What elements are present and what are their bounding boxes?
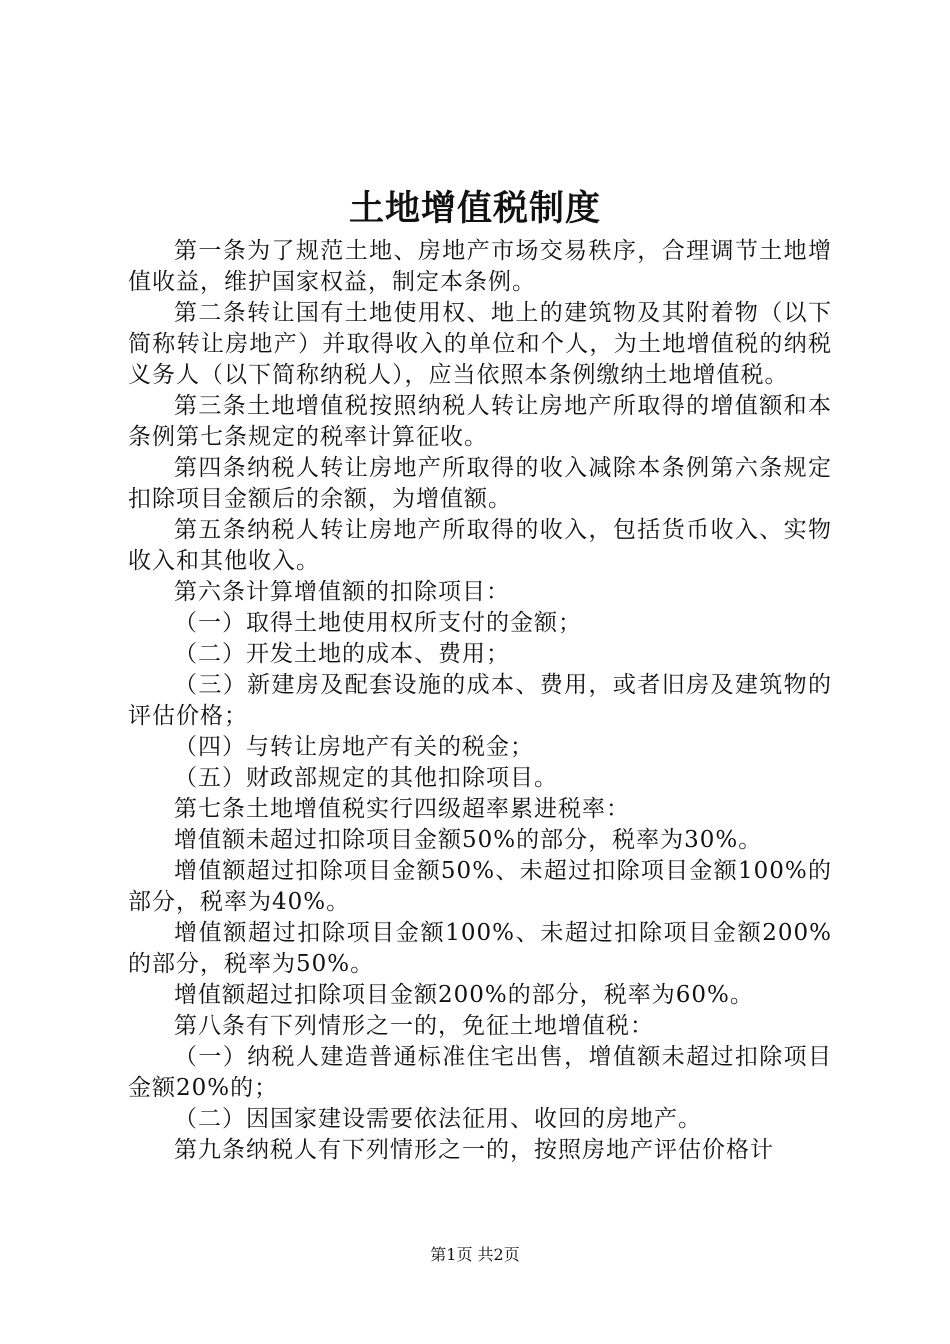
page-number-footer: 第1页 共2页	[430, 1245, 520, 1264]
tax-rate-tier-4: 增值额超过扣除项目金额200%的部分，税率为60%。	[174, 982, 754, 1008]
tax-rate-tier-3: 增值额超过扣除项目金额100%、未超过扣除项目金额200%的部分，税率为50%。	[128, 920, 832, 977]
tax-rate-tier-2: 增值额超过扣除项目金额50%、未超过扣除项目金额100%的部分，税率为40%。	[128, 858, 832, 915]
paragraph-article-7: 第七条土地增值税实行四级超率累进税率：	[174, 796, 630, 822]
document-body	[128, 236, 832, 1166]
paragraph-article-6: 第六条计算增值额的扣除项目：	[174, 579, 510, 605]
paragraph-article-9: 第九条纳税人有下列情形之一的，按照房地产评估价格计	[174, 1137, 774, 1163]
document-title: 土地增值税制度	[348, 188, 601, 229]
list-item-deduction-3: （三）新建房及配套设施的成本、费用，或者旧房及建筑物的评估价格；	[128, 672, 832, 729]
list-item-exemption-1: （一）纳税人建造普通标准住宅出售，增值额未超过扣除项目金额20%的；	[128, 1044, 832, 1101]
paragraph-article-5: 第五条纳税人转让房地产所取得的收入，包括货币收入、实物收入和其他收入。	[128, 517, 832, 574]
tax-rate-tier-1: 增值额未超过扣除项目金额50%的部分，税率为30%。	[174, 827, 763, 853]
list-item-deduction-5: （五）财政部规定的其他扣除项目。	[174, 765, 558, 791]
paragraph-article-4: 第四条纳税人转让房地产所取得的收入减除本条例第六条规定扣除项目金额后的余额，为增值额。	[128, 455, 832, 512]
paragraph-article-2: 第二条转让国有土地使用权、地上的建筑物及其附着物（以下简称转让房地产）并取得收入的单位和个人，为土地增值税的纳税义务人（以下简称纳税人），应当依照本条例缴纳土地增值税。	[128, 300, 832, 388]
list-item-deduction-2: （二）开发土地的成本、费用；	[174, 641, 510, 667]
paragraph-article-1: 第一条为了规范土地、房地产市场交易秩序，合理调节土地增值收益，维护国家权益，制定本条例。	[128, 238, 832, 295]
paragraph-article-8: 第八条有下列情形之一的，免征土地增值税：	[174, 1013, 654, 1039]
list-item-exemption-2: （二）因国家建设需要依法征用、收回的房地产。	[174, 1106, 702, 1132]
paragraph-article-3: 第三条土地增值税按照纳税人转让房地产所取得的增值额和本条例第七条规定的税率计算征收。	[128, 393, 832, 450]
list-item-deduction-4: （四）与转让房地产有关的税金；	[174, 734, 534, 760]
list-item-deduction-1: （一）取得土地使用权所支付的金额；	[174, 610, 582, 636]
